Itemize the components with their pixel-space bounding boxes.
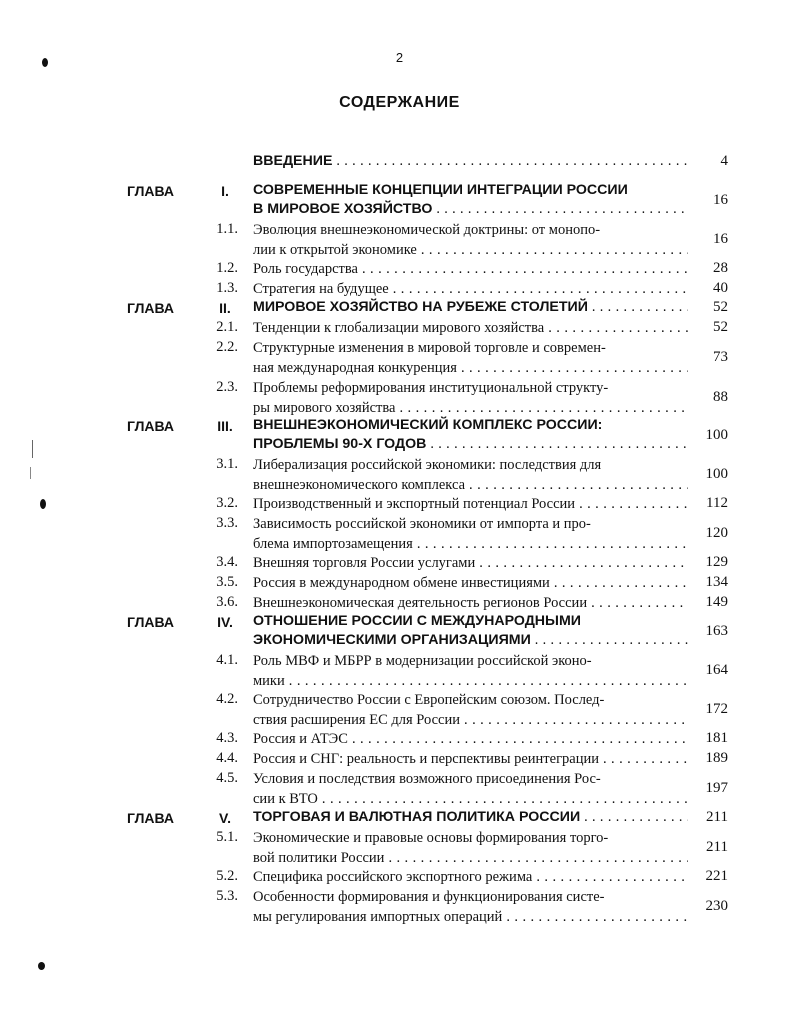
entry-title-line: МИРОВОЕ ХОЗЯЙСТВО НА РУБЕЖЕ СТОЛЕТИЙ . . . (253, 298, 688, 317)
section-number: 4.1. (216, 652, 238, 668)
toc-section-entry (0, 651, 799, 691)
entry-title-line: вой политики России . . . (253, 848, 688, 868)
section-number: 1.3. (216, 280, 238, 296)
entry-title (253, 553, 688, 573)
page-ref: 129 (705, 554, 728, 570)
entry-title-line: Тенденции к глобализации мирового хозяйства . . . (253, 318, 688, 338)
toc-section-entry (0, 455, 799, 495)
scan-line (30, 467, 31, 479)
chapter-number: V. (219, 810, 231, 826)
toc-section-entry (0, 378, 799, 418)
page-ref: 164 (705, 662, 728, 678)
entry-title (253, 690, 688, 730)
entry-title (253, 808, 688, 827)
entry-title-line: ры мирового хозяйства . . . (253, 398, 688, 418)
toc-section-entry (0, 318, 799, 338)
toc-section-entry (0, 749, 799, 769)
entry-title-line: СОВРЕМЕННЫЕ КОНЦЕПЦИИ ИНТЕГРАЦИИ РОССИИ (253, 182, 628, 198)
section-number: 5.3. (216, 888, 238, 904)
entry-title (253, 593, 688, 613)
section-number: 3.2. (216, 495, 238, 511)
entry-title-line: Эволюция внешнеэкономической доктрины: от монопо- (253, 222, 601, 238)
scan-speck (42, 58, 48, 67)
toc-section-entry (0, 553, 799, 573)
page-ref: 211 (706, 809, 728, 825)
page-ref: 73 (713, 349, 728, 365)
page-ref: 197 (705, 780, 728, 796)
page-ref: 134 (705, 574, 728, 590)
chapter-label: ГЛАВА (127, 183, 175, 199)
section-number: 1.1. (216, 221, 238, 237)
entry-title-line: ВВЕДЕНИЕ . . . (253, 152, 688, 171)
section-number: 3.3. (216, 515, 238, 531)
page-ref: 149 (705, 594, 728, 610)
chapter-label: ГЛАВА (127, 418, 175, 434)
entry-title-line: внешнеэкономического комплекса . . . (253, 475, 688, 495)
entry-title-line: сии к ВТО . . . (253, 789, 688, 809)
entry-title-line: мики . . . (253, 671, 688, 691)
entry-title (253, 651, 688, 691)
section-number: 4.4. (216, 750, 238, 766)
page-ref: 181 (705, 730, 728, 746)
entry-title-line: ВНЕШНЕЭКОНОМИЧЕСКИЙ КОМПЛЕКС РОССИИ: (253, 417, 603, 433)
entry-title (253, 152, 688, 171)
section-number: 4.3. (216, 730, 238, 746)
entry-title-line: Структурные изменения в мировой торговле и современ- (253, 340, 606, 356)
entry-title-line: мы регулирования импортных операций . . . (253, 907, 688, 927)
entry-title (253, 298, 688, 317)
chapter-number: I. (221, 183, 229, 199)
entry-title-line: Россия в международном обмене инвестициями . . . (253, 573, 688, 593)
toc-section-entry (0, 279, 799, 299)
toc-section-entry (0, 514, 799, 554)
toc-section-entry (0, 338, 799, 378)
chapter-label: ГЛАВА (127, 300, 175, 316)
toc-intro-entry (0, 152, 799, 172)
toc-section-entry (0, 828, 799, 868)
entry-title-line: Внешняя торговля России услугами . . . (253, 553, 688, 573)
entry-title-line: Либерализация российской экономики: последствия для (253, 457, 602, 473)
toc-section-entry (0, 887, 799, 927)
section-number: 3.5. (216, 574, 238, 590)
entry-title (253, 220, 688, 260)
entry-title (253, 279, 688, 299)
page-ref: 100 (705, 466, 728, 482)
section-number: 5.2. (216, 868, 238, 884)
page-ref: 172 (705, 701, 728, 717)
toc-chapter-entry (0, 181, 799, 221)
section-number: 3.1. (216, 456, 238, 472)
entry-title (253, 887, 688, 927)
page-ref: 100 (705, 427, 728, 443)
toc-chapter-entry (0, 612, 799, 652)
entry-title-line: Россия и СНГ: реальность и перспективы реинтеграции . . . (253, 749, 688, 769)
scan-speck (38, 962, 45, 970)
entry-title (253, 729, 688, 749)
page-ref: 88 (713, 389, 728, 405)
entry-title-line: Особенности формирования и функционирования систе- (253, 889, 605, 905)
entry-title-line: Стратегия на будущее . . . (253, 279, 688, 299)
entry-title-line: Специфика российского экспортного режима . . . (253, 867, 688, 887)
section-number: 4.2. (216, 691, 238, 707)
entry-title (253, 514, 688, 554)
toc-section-entry (0, 259, 799, 279)
entry-title-line: Зависимость российской экономики от импорта и про- (253, 516, 591, 532)
section-number: 1.2. (216, 260, 238, 276)
entry-title-line: Сотрудничество России с Европейским союзом. Послед- (253, 692, 605, 708)
entry-title-line: ствия расширения ЕС для России . . . (253, 710, 688, 730)
entry-title (253, 749, 688, 769)
entry-title (253, 338, 688, 378)
chapter-label: ГЛАВА (127, 614, 175, 630)
section-number: 4.5. (216, 770, 238, 786)
chapter-number: IV. (217, 614, 233, 630)
page-ref: 4 (720, 153, 728, 169)
entry-title (253, 455, 688, 495)
page-ref: 16 (713, 231, 728, 247)
page-ref: 28 (713, 260, 728, 276)
page-ref: 112 (706, 495, 728, 511)
page-ref: 16 (713, 192, 728, 208)
page-ref: 40 (713, 280, 728, 296)
section-number: 2.3. (216, 379, 238, 395)
toc-section-entry (0, 494, 799, 514)
entry-title-line: Производственный и экспортный потенциал России . . . (253, 494, 688, 514)
page-ref: 189 (705, 750, 728, 766)
page-ref: 221 (705, 868, 728, 884)
page-title: СОДЕРЖАНИЕ (339, 94, 460, 111)
entry-title (253, 416, 688, 454)
toc-section-entry (0, 593, 799, 613)
section-number: 2.2. (216, 339, 238, 355)
toc-section-entry (0, 220, 799, 260)
toc-section-entry (0, 769, 799, 809)
toc-chapter-entry (0, 416, 799, 456)
entry-title-line: ТОРГОВАЯ И ВАЛЮТНАЯ ПОЛИТИКА РОССИИ . . . (253, 808, 688, 827)
entry-title-line: ПРОБЛЕМЫ 90-Х ГОДОВ . . . (253, 435, 688, 454)
entry-title-line: блема импортозамещения . . . (253, 534, 688, 554)
entry-title-line: Внешнеэкономическая деятельность регионов России . . . (253, 593, 688, 613)
entry-title (253, 494, 688, 514)
chapter-number: II. (219, 300, 231, 316)
section-number: 5.1. (216, 829, 238, 845)
toc-section-entry (0, 729, 799, 749)
chapter-number: III. (217, 418, 233, 434)
entry-title-line: ЭКОНОМИЧЕСКИМИ ОРГАНИЗАЦИЯМИ . . . (253, 631, 688, 650)
toc-chapter-entry (0, 808, 799, 828)
scan-line (32, 440, 33, 458)
section-number: 2.1. (216, 319, 238, 335)
entry-title-line: лии к открытой экономике . . . (253, 240, 688, 260)
section-number: 3.4. (216, 554, 238, 570)
scan-speck (40, 499, 46, 509)
entry-title (253, 769, 688, 809)
entry-title-line: ОТНОШЕНИЕ РОССИИ С МЕЖДУНАРОДНЫМИ (253, 613, 581, 629)
page-ref: 52 (713, 319, 728, 335)
entry-title-line: В МИРОВОЕ ХОЗЯЙСТВО . . . (253, 200, 688, 219)
entry-title-line: Проблемы реформирования институциональной структу- (253, 380, 609, 396)
page-ref: 120 (705, 525, 728, 541)
entry-title (253, 612, 688, 650)
entry-title-line: Роль МВФ и МБРР в модернизации российской эконо- (253, 653, 592, 669)
entry-title-line: Условия и последствия возможного присоединения Рос- (253, 771, 601, 787)
entry-title (253, 378, 688, 418)
entry-title (253, 181, 688, 219)
entry-title (253, 573, 688, 593)
entry-title-line: Роль государства . . . (253, 259, 688, 279)
entry-title (253, 828, 688, 868)
toc-section-entry (0, 573, 799, 593)
entry-title-line: Россия и АТЭС . . . (253, 729, 688, 749)
toc-section-entry (0, 867, 799, 887)
entry-title-line: ная международная конкуренция . . . (253, 358, 688, 378)
toc-chapter-entry (0, 298, 799, 318)
page-ref: 52 (713, 299, 728, 315)
page-number: 2 (395, 50, 404, 65)
entry-title-line: Экономические и правовые основы формирования торго- (253, 830, 609, 846)
entry-title (253, 318, 688, 338)
page-ref: 211 (706, 839, 728, 855)
toc-section-entry (0, 690, 799, 730)
section-number: 3.6. (216, 594, 238, 610)
page-ref: 230 (705, 898, 728, 914)
entry-title (253, 259, 688, 279)
page-ref: 163 (705, 623, 728, 639)
entry-title (253, 867, 688, 887)
chapter-label: ГЛАВА (127, 810, 175, 826)
